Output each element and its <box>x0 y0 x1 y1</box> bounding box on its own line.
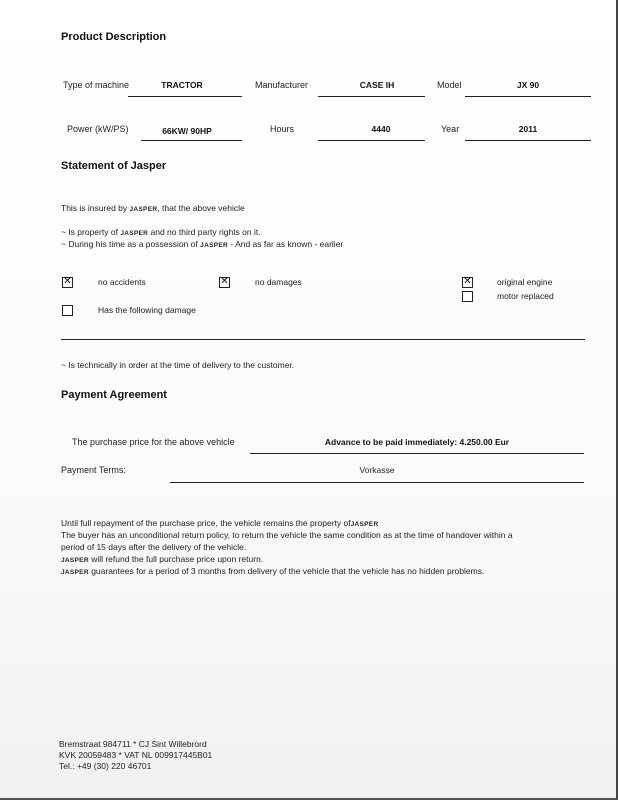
terms-value: Vorkasse <box>359 465 395 475</box>
insured-suffix: , that the above vehicle <box>157 203 245 213</box>
condition-text-5: guarantees for a period of 3 months from delivery of the vehicle that the vehicle has no hidden problems. <box>91 566 485 576</box>
motor-replaced-label: motor replaced <box>497 291 554 301</box>
condition-line-2: The buyer has an unconditional return policy, to return the vehicle the same condition as at the time of handover within a <box>61 530 513 540</box>
no-damages-label: no damages <box>255 277 302 287</box>
price-value: Advance to be paid immediately: 4.250.00 Eur <box>324 437 510 447</box>
payment-heading: Payment Agreement <box>61 389 167 401</box>
model-value: JX 90 <box>516 80 540 90</box>
property-suffix: and no third party rights on it. <box>150 227 261 237</box>
checkbox-mark: ✕ <box>463 276 472 287</box>
power-value: 66KW/ 90HP <box>162 126 212 136</box>
statement-heading: Statement of Jasper <box>61 160 167 172</box>
following-damage-label: Has the following damage <box>98 305 196 315</box>
year-label: Year <box>441 124 460 134</box>
condition-text-1: Until full repayment of the purchase price, the vehicle remains the property of <box>61 518 351 528</box>
company-name: JASPER <box>129 206 158 213</box>
footer-registration: KVK 20059483 * VAT NL 009917445B01 <box>59 750 213 760</box>
technically-line: ~ Is technically in order at the time of delivery to the customer. <box>61 360 295 370</box>
condition-line-4 <box>61 554 263 564</box>
type-underline <box>128 96 242 97</box>
company-name: JASPER <box>350 521 379 528</box>
no-accidents-checkbox[interactable] <box>62 277 73 288</box>
checkbox-mark: ✕ <box>63 276 72 287</box>
damage-description-line <box>61 339 585 340</box>
during-suffix: - And as far as known - earlier <box>230 239 344 249</box>
terms-underline <box>170 482 584 483</box>
model-label: Model <box>437 80 462 90</box>
company-name: JASPER <box>61 557 89 564</box>
power-label: Power (kW/PS) <box>67 124 129 134</box>
no-damages-checkbox[interactable] <box>219 277 230 288</box>
insured-line <box>61 203 245 213</box>
manufacturer-underline <box>318 96 425 97</box>
type-value: TRACTOR <box>161 80 203 90</box>
condition-text-4: will refund the full purchase price upon return. <box>91 554 264 564</box>
footer-address: Bremstraat 984711 * CJ Sint Willebrord <box>59 739 207 749</box>
hours-underline <box>318 140 425 141</box>
year-underline <box>465 140 591 141</box>
price-label: The purchase price for the above vehicle <box>72 437 235 447</box>
during-line <box>61 239 343 249</box>
hours-value: 4440 <box>371 124 391 134</box>
product-heading: Product Description <box>61 31 167 43</box>
company-name: JASPER <box>120 230 149 237</box>
footer-phone: Tel.: +49 (30) 220 46701 <box>59 761 152 771</box>
condition-line-3: period of 15 days after the delivery of the vehicle. <box>61 542 247 552</box>
property-prefix: ~ Is property of <box>61 227 118 237</box>
company-name: JASPER <box>61 569 89 576</box>
condition-line-5 <box>61 566 484 576</box>
during-prefix: ~ During his time as a possession of <box>61 239 198 249</box>
year-value: 2011 <box>518 124 538 134</box>
type-label: Type of machine <box>63 80 130 90</box>
motor-replaced-checkbox[interactable] <box>462 291 473 302</box>
following-damage-checkbox[interactable] <box>62 305 73 316</box>
original-engine-label: original engine <box>497 277 553 287</box>
terms-label: Payment Terms: <box>61 465 126 475</box>
no-accidents-label: no accidents <box>98 277 146 287</box>
condition-line-1 <box>61 518 378 528</box>
price-underline <box>250 453 584 454</box>
property-line <box>61 227 261 237</box>
power-underline <box>141 140 242 141</box>
checkbox-mark: ✕ <box>220 276 229 287</box>
model-underline <box>465 96 591 97</box>
company-name: JASPER <box>200 242 228 249</box>
hours-label: Hours <box>270 124 295 134</box>
manufacturer-value: CASE IH <box>359 80 395 90</box>
manufacturer-label: Manufacturer <box>255 80 309 90</box>
insured-prefix: This is insured by <box>61 203 128 213</box>
original-engine-checkbox[interactable] <box>462 277 473 288</box>
